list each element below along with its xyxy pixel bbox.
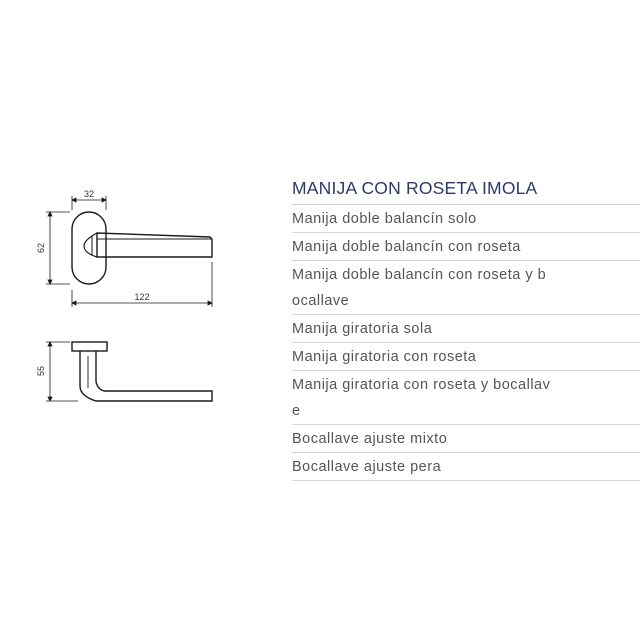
side-view xyxy=(72,342,212,401)
rosette-plate xyxy=(72,342,107,351)
option-item xyxy=(292,343,640,371)
option-item xyxy=(292,205,640,233)
product-spec xyxy=(292,176,640,481)
option-item xyxy=(292,425,640,453)
dimension-width-label: 32 xyxy=(83,189,95,199)
option-item xyxy=(292,261,640,315)
option-line: Manija giratoria con roseta y bocallav xyxy=(292,377,551,393)
lever-side-outline xyxy=(80,351,212,401)
option-line: Bocallave ajuste pera xyxy=(292,459,442,475)
option-item xyxy=(292,233,640,261)
lever-outline xyxy=(97,233,212,257)
dimension-length-label: 122 xyxy=(134,292,150,302)
option-line: ocallave xyxy=(292,293,350,309)
option-line: Manija doble balancín solo xyxy=(292,211,477,227)
option-item xyxy=(292,315,640,343)
option-line: Bocallave ajuste mixto xyxy=(292,431,448,447)
dimension-height-label: 62 xyxy=(36,242,46,254)
rosette-outline xyxy=(72,212,106,284)
option-item xyxy=(292,453,640,481)
option-line: Manija giratoria sola xyxy=(292,321,433,337)
technical-drawing xyxy=(0,0,290,640)
option-line: Manija doble balancín con roseta y b xyxy=(292,267,547,283)
option-line: Manija giratoria con roseta xyxy=(292,349,477,365)
product-title: MANIJA CON ROSETA IMOLA xyxy=(292,176,640,205)
options-list xyxy=(292,205,640,481)
top-view xyxy=(72,212,212,284)
option-item xyxy=(292,371,640,425)
top-dimensions xyxy=(46,196,212,307)
dimension-projection-label: 55 xyxy=(36,365,46,377)
option-line: e xyxy=(292,403,301,419)
option-line: Manija doble balancín con roseta xyxy=(292,239,521,255)
